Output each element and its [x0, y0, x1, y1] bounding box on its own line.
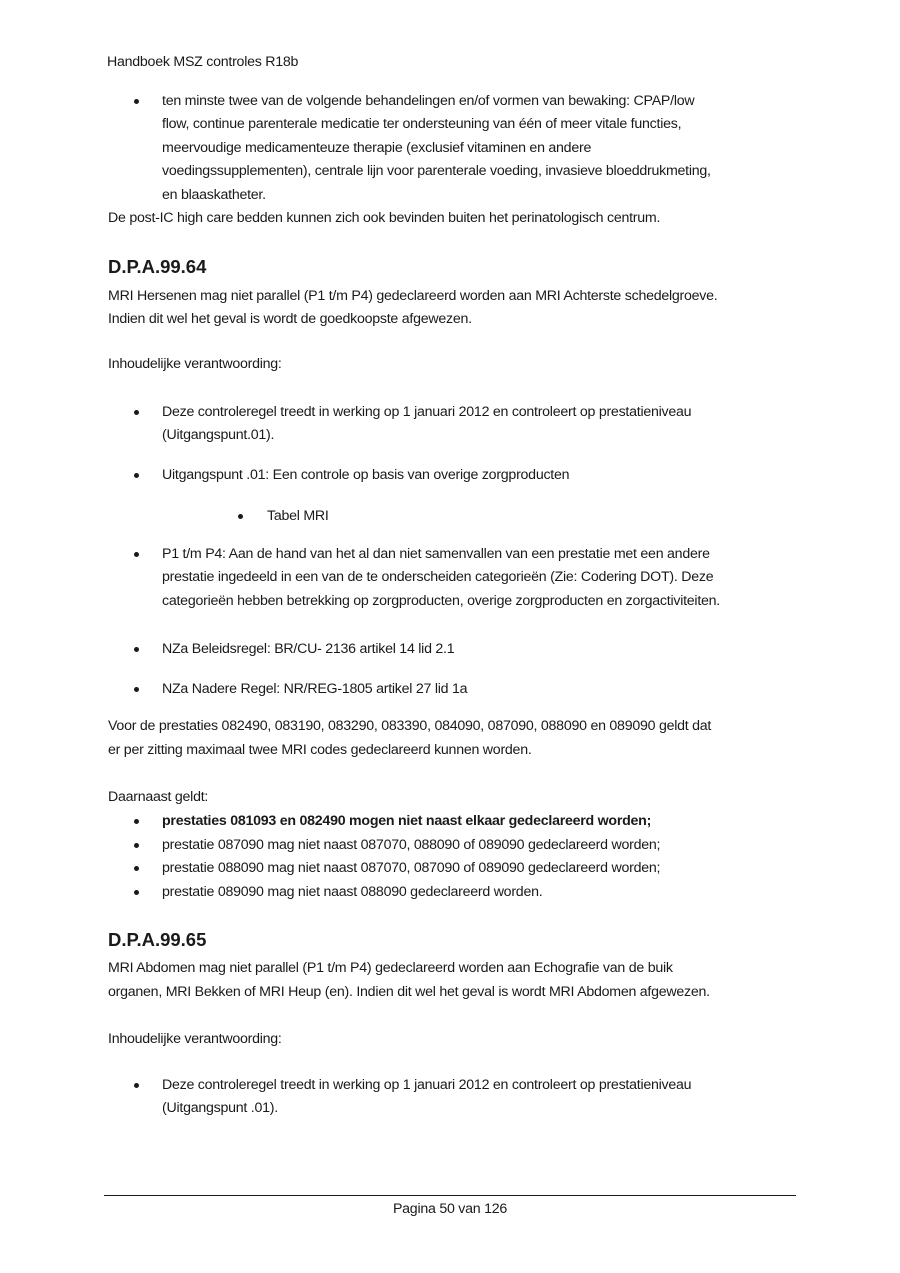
section-65-justification-label: Inhoudelijke verantwoording:	[108, 1031, 282, 1047]
bullet-icon	[134, 552, 139, 557]
bullet-icon	[238, 514, 243, 519]
section-64-bullet-nadere-regel: NZa Nadere Regel: NR/REG-1805 artikel 27 lid 1a	[162, 681, 468, 697]
bullet-icon	[134, 647, 139, 652]
mri-codes-note: er per zitting maximaal twee MRI codes gedeclareerd kunnen worden.	[108, 742, 532, 758]
section-64-bullet-effective-date: Deze controleregel treedt in werking op 1 januari 2012 en controleert op prestatieniveau	[162, 404, 692, 420]
bullet-icon	[134, 1083, 139, 1088]
section-64-justification-label: Inhoudelijke verantwoording:	[108, 356, 282, 372]
bullet-icon	[134, 843, 139, 848]
section-65-description: organen, MRI Bekken of MRI Heup (en). Indien dit wel het geval is wordt MRI Abdomen afgewezen.	[108, 984, 710, 1000]
section-64-description: MRI Hersenen mag niet parallel (P1 t/m P4) gedeclareerd worden aan MRI Achterste schedelgroeve.	[108, 288, 718, 304]
bullet-icon	[134, 687, 139, 692]
section-64-bullet-beleidsregel: NZa Beleidsregel: BR/CU- 2136 artikel 14 lid 2.1	[162, 641, 455, 657]
bullet-icon	[134, 819, 139, 824]
section-64-bullet-p1-p4: P1 t/m P4: Aan de hand van het al dan niet samenvallen van een prestatie met een andere	[162, 546, 710, 562]
bullet-icon	[134, 99, 139, 104]
section-65-description: MRI Abdomen mag niet parallel (P1 t/m P4) gedeclareerd worden aan Echografie van de buik	[108, 960, 673, 976]
section-64-bullet-p1-p4: categorieën hebben betrekking op zorgproducten, overige zorgproducten en zorgactiviteiten.	[162, 593, 720, 609]
additional-rule-item: prestatie 087090 mag niet naast 087070, 088090 of 089090 gedeclareerd worden;	[162, 837, 661, 853]
additional-rule-item: prestatie 088090 mag niet naast 087070, 087090 of 089090 gedeclareerd worden;	[162, 860, 661, 876]
section-heading-dpa-99-65: D.P.A.99.65	[108, 929, 207, 950]
document-header: Handboek MSZ controles R18b	[107, 54, 299, 70]
footer-divider	[104, 1195, 796, 1196]
additional-rule-item: prestaties 081093 en 082490 mogen niet naast elkaar gedeclareerd worden;	[162, 813, 652, 829]
section-64-subbullet-tabel-mri: Tabel MRI	[267, 508, 329, 524]
section-65-bullet-effective-date: Deze controleregel treedt in werking op 1 januari 2012 en controleert op prestatieniveau	[162, 1077, 692, 1093]
section-65-bullet-effective-date: (Uitgangspunt .01).	[162, 1100, 278, 1116]
intro-bullet-line: meervoudige medicamenteuze therapie (exclusief vitaminen en andere	[162, 140, 592, 156]
mri-codes-note: Voor de prestaties 082490, 083190, 083290, 083390, 084090, 087090, 088090 en 089090 geldt dat	[108, 718, 712, 734]
intro-closing-paragraph: De post-IC high care bedden kunnen zich ook bevinden buiten het perinatologisch centrum.	[108, 210, 661, 226]
section-64-bullet-uitgangspunt: Uitgangspunt .01: Een controle op basis van overige zorgproducten	[162, 467, 570, 483]
intro-bullet-line: voedingssupplementen), centrale lijn voor parenterale voeding, invasieve bloeddrukmeting,	[162, 163, 711, 179]
section-heading-dpa-99-64: D.P.A.99.64	[108, 256, 207, 277]
additional-rule-item: prestatie 089090 mag niet naast 088090 gedeclareerd worden.	[162, 884, 543, 900]
additional-rules-label: Daarnaast geldt:	[108, 789, 209, 805]
intro-bullet-line: flow, continue parenterale medicatie ter ondersteuning van één of meer vitale functies,	[162, 116, 682, 132]
section-64-bullet-p1-p4: prestatie ingedeeld in een van de te onderscheiden categorieën (Zie: Codering DOT). Deze	[162, 569, 714, 585]
bullet-icon	[134, 866, 139, 871]
page-number: Pagina 50 van 126	[392, 1201, 508, 1217]
intro-bullet-line: en blaaskatheter.	[162, 187, 266, 203]
bullet-icon	[134, 473, 139, 478]
intro-bullet-line: ten minste twee van de volgende behandelingen en/of vormen van bewaking: CPAP/low	[162, 93, 695, 109]
bullet-icon	[134, 410, 139, 415]
section-64-description: Indien dit wel het geval is wordt de goedkoopste afgewezen.	[108, 311, 472, 327]
section-64-bullet-effective-date: (Uitgangspunt.01).	[162, 427, 275, 443]
bullet-icon	[134, 890, 139, 895]
